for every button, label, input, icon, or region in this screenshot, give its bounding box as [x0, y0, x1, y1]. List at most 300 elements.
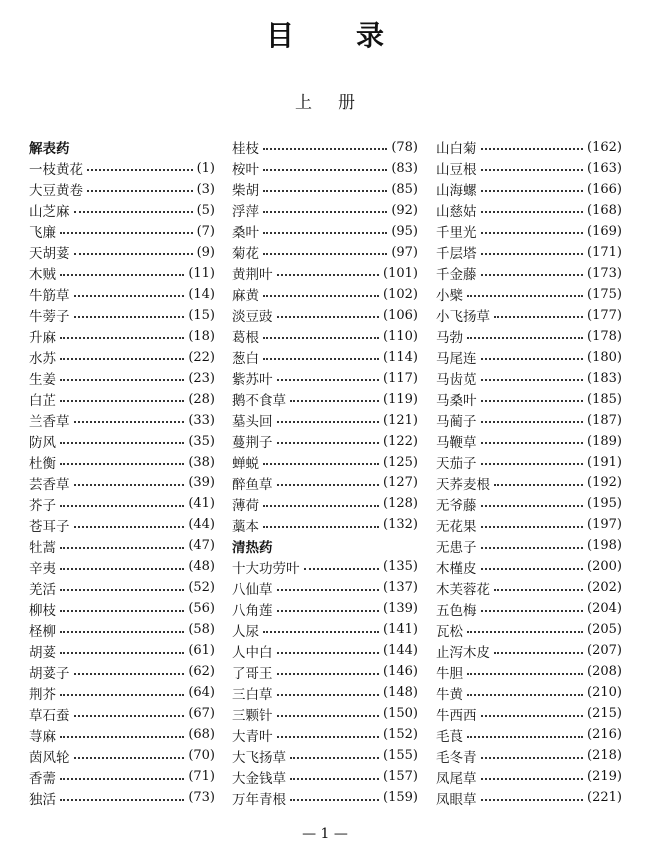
entry-page-number: (189) — [587, 433, 622, 449]
dot-leader — [263, 232, 387, 234]
toc-entry[interactable] — [29, 724, 215, 745]
entry-page-number: (162) — [587, 139, 622, 155]
toc-entry[interactable] — [232, 158, 418, 179]
entry-page-number: (85) — [391, 181, 418, 197]
toc-entry[interactable] — [29, 493, 215, 514]
entry-name: 毛冬青 — [436, 749, 477, 766]
toc-entry[interactable] — [29, 682, 215, 703]
entry-name: 八仙草 — [232, 581, 273, 598]
toc-entry[interactable] — [436, 263, 622, 284]
entry-name: 牛筋草 — [29, 288, 70, 305]
toc-section-heading — [232, 535, 418, 556]
entry-name: 黄荆叶 — [232, 267, 273, 284]
dot-leader — [60, 337, 184, 339]
entry-name: 薄荷 — [232, 497, 259, 514]
toc-entry[interactable] — [232, 305, 418, 326]
entry-name: 芸香草 — [29, 476, 70, 493]
entry-page-number: (177) — [587, 307, 622, 323]
entry-page-number: (210) — [587, 685, 622, 701]
toc-entry[interactable] — [29, 368, 215, 389]
dot-leader — [481, 505, 584, 507]
entry-name: 千层塔 — [436, 246, 477, 263]
toc-entry[interactable] — [436, 493, 622, 514]
entry-page-number: (185) — [587, 391, 622, 407]
dot-leader — [277, 274, 380, 276]
entry-name: 马蔺子 — [436, 414, 477, 431]
dot-leader — [74, 211, 193, 213]
toc-entry[interactable] — [232, 745, 418, 766]
toc-entry[interactable] — [232, 200, 418, 221]
entry-page-number: (33) — [188, 412, 215, 428]
entry-name: 香薷 — [29, 770, 56, 787]
toc-entry[interactable] — [29, 347, 215, 368]
entry-page-number: (200) — [587, 559, 622, 575]
entry-name: 兰香草 — [29, 414, 70, 431]
entry-page-number: (128) — [383, 496, 418, 512]
entry-name: 万年青根 — [232, 791, 286, 808]
entry-page-number: (155) — [383, 748, 418, 764]
toc-entry[interactable] — [232, 703, 418, 724]
entry-name: 山慈姑 — [436, 204, 477, 221]
entry-page-number: (52) — [188, 580, 215, 596]
toc-entry[interactable] — [436, 410, 622, 431]
entry-name: 马鞭草 — [436, 435, 477, 452]
dot-leader — [481, 358, 584, 360]
toc-entry[interactable] — [436, 556, 622, 577]
toc-entry[interactable] — [232, 682, 418, 703]
dot-leader — [263, 631, 379, 633]
entry-name: 人中白 — [232, 644, 273, 661]
dot-leader — [481, 211, 584, 213]
entry-page-number: (38) — [188, 454, 215, 470]
dot-leader — [60, 232, 193, 234]
toc-entry[interactable] — [232, 410, 418, 431]
dot-leader — [60, 505, 184, 507]
entry-name: 白芷 — [29, 393, 56, 410]
toc-entry[interactable] — [29, 577, 215, 598]
entry-name: 十大功劳叶 — [232, 560, 300, 577]
toc-entry[interactable] — [29, 535, 215, 556]
toc-entry[interactable] — [436, 242, 622, 263]
toc-entry[interactable] — [29, 452, 215, 473]
toc-column-2 — [232, 137, 418, 808]
toc-entry[interactable] — [436, 535, 622, 556]
toc-entry[interactable] — [29, 200, 215, 221]
entry-name: 无患子 — [436, 539, 477, 556]
entry-page-number: (61) — [188, 643, 215, 659]
toc-entry[interactable] — [232, 787, 418, 808]
dot-leader — [263, 169, 387, 171]
toc-entry[interactable] — [29, 556, 215, 577]
entry-name: 天茄子 — [436, 456, 477, 473]
entry-page-number: (62) — [188, 664, 215, 680]
dot-leader — [74, 673, 185, 675]
toc-entry[interactable] — [436, 347, 622, 368]
entry-page-number: (70) — [188, 748, 215, 764]
toc-entry[interactable] — [436, 724, 622, 745]
dot-leader — [60, 736, 184, 738]
toc-entry[interactable] — [29, 431, 215, 452]
toc-entry[interactable] — [29, 745, 215, 766]
dot-leader — [481, 190, 584, 192]
entry-name: 一枝黄花 — [29, 162, 83, 179]
entry-name: 鹅不食草 — [232, 393, 286, 410]
toc-entry[interactable] — [232, 724, 418, 745]
entry-page-number: (219) — [587, 769, 622, 785]
dot-leader — [481, 232, 584, 234]
entry-name: 牛胆 — [436, 665, 463, 682]
entry-name: 苍耳子 — [29, 518, 70, 535]
dot-leader — [481, 253, 584, 255]
dot-leader — [263, 148, 387, 150]
entry-name: 牛黄 — [436, 686, 463, 703]
dot-leader — [290, 778, 379, 780]
toc-entry[interactable] — [29, 473, 215, 494]
toc-entry[interactable] — [436, 619, 622, 640]
entry-name: 荨麻 — [29, 728, 56, 745]
toc-entry[interactable] — [29, 389, 215, 410]
dot-leader — [60, 694, 184, 696]
entry-page-number: (117) — [383, 370, 418, 386]
toc-entry[interactable] — [232, 242, 418, 263]
entry-page-number: (101) — [383, 265, 418, 281]
entry-page-number: (132) — [383, 517, 418, 533]
dot-leader — [481, 799, 584, 801]
toc-entry[interactable] — [232, 661, 418, 682]
entry-page-number: (187) — [587, 412, 622, 428]
entry-page-number: (71) — [188, 769, 215, 785]
entry-page-number: (44) — [188, 517, 215, 533]
entry-name: 凤眼草 — [436, 791, 477, 808]
entry-name: 了哥王 — [232, 665, 273, 682]
toc-entry[interactable] — [29, 305, 215, 326]
dot-leader — [277, 610, 380, 612]
toc-entry[interactable] — [232, 179, 418, 200]
entry-page-number: (221) — [587, 790, 622, 806]
dot-leader — [87, 169, 193, 171]
toc-entry[interactable] — [232, 263, 418, 284]
toc-entry[interactable] — [436, 745, 622, 766]
entry-page-number: (9) — [196, 244, 215, 260]
page-title: 目录 — [265, 19, 446, 52]
entry-page-number: (175) — [587, 286, 622, 302]
toc-entry[interactable] — [232, 556, 418, 577]
entry-page-number: (114) — [383, 349, 418, 365]
dot-leader — [60, 442, 184, 444]
dot-leader — [74, 484, 185, 486]
entry-name: 无爷藤 — [436, 497, 477, 514]
dot-leader — [74, 295, 185, 297]
toc-entry[interactable] — [436, 200, 622, 221]
toc-entry[interactable] — [436, 661, 622, 682]
toc-entry[interactable] — [29, 661, 215, 682]
toc-entry[interactable] — [436, 452, 622, 473]
dot-leader — [481, 526, 584, 528]
toc-entry[interactable] — [29, 598, 215, 619]
toc-entry[interactable] — [436, 326, 622, 347]
entry-name: 瓦松 — [436, 623, 463, 640]
entry-page-number: (22) — [188, 349, 215, 365]
dot-leader — [60, 589, 184, 591]
dot-leader — [60, 400, 184, 402]
dot-leader — [481, 778, 584, 780]
toc-entry[interactable] — [436, 179, 622, 200]
entry-name: 木芙蓉花 — [436, 581, 490, 598]
toc-entry[interactable] — [232, 619, 418, 640]
entry-page-number: (195) — [587, 496, 622, 512]
entry-page-number: (125) — [383, 454, 418, 470]
toc-entry[interactable] — [232, 389, 418, 410]
toc-entry[interactable] — [232, 640, 418, 661]
dot-leader — [481, 715, 584, 717]
toc-entry[interactable] — [29, 179, 215, 200]
entry-page-number: (159) — [383, 790, 418, 806]
entry-name: 山白菊 — [436, 141, 477, 158]
toc-entry[interactable] — [232, 221, 418, 242]
toc-entry[interactable] — [436, 640, 622, 661]
entry-page-number: (67) — [188, 706, 215, 722]
entry-name: 麻黄 — [232, 288, 259, 305]
entry-name: 柽柳 — [29, 623, 56, 640]
entry-page-number: (180) — [587, 349, 622, 365]
entry-name: 木贼 — [29, 267, 56, 284]
entry-page-number: (197) — [587, 517, 622, 533]
toc-entry[interactable] — [232, 514, 418, 535]
toc-entry[interactable] — [436, 682, 622, 703]
dot-leader — [60, 610, 184, 612]
dot-leader — [74, 421, 185, 423]
entry-page-number: (157) — [383, 769, 418, 785]
entry-page-number: (14) — [188, 286, 215, 302]
entry-name: 五色梅 — [436, 602, 477, 619]
toc-entry[interactable] — [436, 431, 622, 452]
entry-name: 大飞扬草 — [232, 749, 286, 766]
entry-name: 防风 — [29, 435, 56, 452]
toc-entry[interactable] — [232, 326, 418, 347]
toc-entry[interactable] — [436, 787, 622, 808]
entry-page-number: (166) — [587, 181, 622, 197]
toc-entry[interactable] — [436, 305, 622, 326]
dot-leader — [60, 379, 184, 381]
toc-entry[interactable] — [29, 263, 215, 284]
dot-leader — [290, 400, 379, 402]
toc-entry[interactable] — [29, 158, 215, 179]
entry-name: 草石蚕 — [29, 707, 70, 724]
entry-name: 菊花 — [232, 246, 259, 263]
entry-page-number: (28) — [188, 391, 215, 407]
toc-entry[interactable] — [29, 787, 215, 808]
entry-name: 紫苏叶 — [232, 372, 273, 389]
entry-name: 葛根 — [232, 330, 259, 347]
toc-entry[interactable] — [29, 619, 215, 640]
entry-page-number: (95) — [391, 223, 418, 239]
toc-entry[interactable] — [29, 640, 215, 661]
toc-entry[interactable] — [436, 514, 622, 535]
entry-name: 马勃 — [436, 330, 463, 347]
entry-name: 桂枝 — [232, 141, 259, 158]
entry-page-number: (119) — [383, 391, 418, 407]
entry-name: 千金藤 — [436, 267, 477, 284]
toc-entry[interactable] — [436, 368, 622, 389]
toc-entry[interactable] — [436, 221, 622, 242]
dot-leader — [481, 274, 584, 276]
toc-entry[interactable] — [29, 242, 215, 263]
entry-name: 桑叶 — [232, 225, 259, 242]
entry-page-number: (207) — [587, 643, 622, 659]
toc-entry[interactable] — [232, 368, 418, 389]
dot-leader — [60, 631, 184, 633]
toc-entry[interactable] — [232, 577, 418, 598]
toc-entry[interactable] — [29, 221, 215, 242]
toc-entry[interactable] — [232, 598, 418, 619]
entry-name: 大青叶 — [232, 728, 273, 745]
toc-entry[interactable] — [29, 703, 215, 724]
entry-page-number: (3) — [196, 181, 215, 197]
entry-page-number: (7) — [196, 223, 215, 239]
toc-entry[interactable] — [232, 431, 418, 452]
entry-name: 茵风轮 — [29, 749, 70, 766]
dot-leader — [277, 442, 380, 444]
entry-page-number: (78) — [391, 139, 418, 155]
entry-page-number: (64) — [188, 685, 215, 701]
dot-leader — [263, 505, 379, 507]
entry-page-number: (58) — [188, 622, 215, 638]
section-title: 清热药 — [232, 539, 273, 556]
dot-leader — [263, 358, 379, 360]
toc-entry[interactable] — [232, 284, 418, 305]
dot-leader — [494, 589, 583, 591]
toc-entry[interactable] — [436, 137, 622, 158]
entry-page-number: (215) — [587, 706, 622, 722]
entry-page-number: (218) — [587, 748, 622, 764]
dot-leader — [74, 316, 185, 318]
toc-entry[interactable] — [29, 514, 215, 535]
entry-name: 山海螺 — [436, 183, 477, 200]
entry-name: 三颗针 — [232, 707, 273, 724]
entry-name: 柴胡 — [232, 183, 259, 200]
entry-name: 生姜 — [29, 372, 56, 389]
entry-page-number: (73) — [188, 790, 215, 806]
entry-page-number: (102) — [383, 286, 418, 302]
entry-page-number: (127) — [383, 475, 418, 491]
dot-leader — [290, 757, 379, 759]
toc-entry[interactable] — [436, 577, 622, 598]
entry-page-number: (216) — [587, 727, 622, 743]
entry-name: 牛蒡子 — [29, 309, 70, 326]
entry-page-number: (92) — [391, 202, 418, 218]
toc-entry[interactable] — [29, 766, 215, 787]
toc-entry[interactable] — [232, 766, 418, 787]
toc-entry[interactable] — [232, 137, 418, 158]
dot-leader — [494, 484, 583, 486]
toc-entry[interactable] — [29, 326, 215, 347]
dot-leader — [87, 190, 193, 192]
entry-page-number: (205) — [587, 622, 622, 638]
dot-leader — [481, 421, 584, 423]
entry-name: 大豆黄卷 — [29, 183, 83, 200]
entry-name: 无花果 — [436, 518, 477, 535]
dot-leader — [277, 316, 380, 318]
entry-name: 墓头回 — [232, 414, 273, 431]
dot-leader — [481, 568, 584, 570]
entry-page-number: (208) — [587, 664, 622, 680]
toc-entry[interactable] — [436, 284, 622, 305]
dot-leader — [277, 421, 380, 423]
toc-entry[interactable] — [29, 284, 215, 305]
entry-name: 八角莲 — [232, 602, 273, 619]
toc-entry[interactable] — [232, 493, 418, 514]
toc-entry[interactable] — [436, 473, 622, 494]
page-number: — 1 — — [302, 826, 348, 842]
toc-entry[interactable] — [436, 389, 622, 410]
dot-leader — [74, 715, 185, 717]
entry-name: 辛夷 — [29, 560, 56, 577]
toc-entry[interactable] — [436, 703, 622, 724]
toc-entry[interactable] — [29, 410, 215, 431]
dot-leader — [277, 652, 380, 654]
dot-leader — [467, 673, 583, 675]
dot-leader — [60, 463, 184, 465]
dot-leader — [481, 400, 584, 402]
entry-page-number: (39) — [188, 475, 215, 491]
toc-entry[interactable] — [436, 598, 622, 619]
dot-leader — [277, 589, 380, 591]
dot-leader — [277, 673, 380, 675]
entry-page-number: (204) — [587, 601, 622, 617]
entry-name: 蔓荆子 — [232, 435, 273, 452]
toc-column-3 — [436, 137, 622, 808]
entry-name: 天胡荽 — [29, 246, 70, 263]
dot-leader — [481, 442, 584, 444]
toc-entry[interactable] — [232, 473, 418, 494]
entry-page-number: (47) — [188, 538, 215, 554]
entry-name: 止泻木皮 — [436, 644, 490, 661]
entry-name: 大金钱草 — [232, 770, 286, 787]
entry-page-number: (150) — [383, 706, 418, 722]
dot-leader — [263, 190, 387, 192]
dot-leader — [277, 736, 380, 738]
toc-entry[interactable] — [232, 347, 418, 368]
entry-name: 羌活 — [29, 581, 56, 598]
dot-leader — [277, 694, 380, 696]
entry-page-number: (18) — [188, 328, 215, 344]
dot-leader — [263, 211, 387, 213]
dot-leader — [494, 316, 583, 318]
entry-name: 胡荽子 — [29, 665, 70, 682]
toc-entry[interactable] — [436, 158, 622, 179]
entry-name: 桉叶 — [232, 162, 259, 179]
entry-page-number: (141) — [383, 622, 418, 638]
toc-entry[interactable] — [232, 452, 418, 473]
entry-page-number: (152) — [383, 727, 418, 743]
toc-entry[interactable] — [436, 766, 622, 787]
entry-page-number: (56) — [188, 601, 215, 617]
entry-name: 天荞麦根 — [436, 476, 490, 493]
entry-name: 胡荽 — [29, 644, 56, 661]
entry-page-number: (178) — [587, 328, 622, 344]
dot-leader — [60, 799, 184, 801]
entry-page-number: (148) — [383, 685, 418, 701]
dot-leader — [74, 757, 185, 759]
entry-page-number: (106) — [383, 307, 418, 323]
entry-name: 杜衡 — [29, 456, 56, 473]
entry-page-number: (171) — [587, 244, 622, 260]
dot-leader — [467, 631, 583, 633]
entry-name: 马齿苋 — [436, 372, 477, 389]
entry-name: 葱白 — [232, 351, 259, 368]
dot-leader — [277, 379, 380, 381]
dot-leader — [481, 379, 584, 381]
